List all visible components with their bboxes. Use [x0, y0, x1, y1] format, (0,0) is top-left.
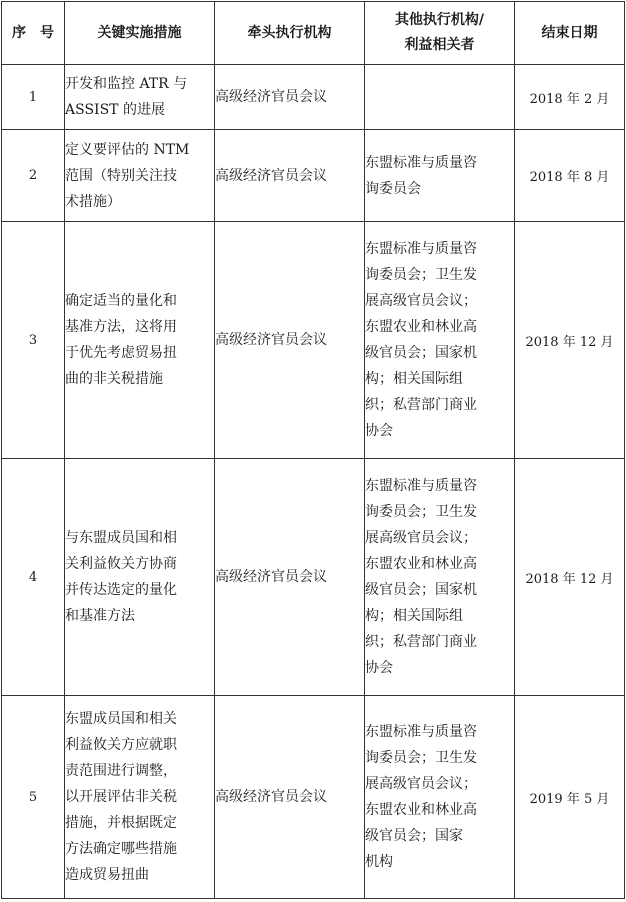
cell-measure — [65, 696, 215, 899]
cell-measure — [65, 65, 215, 130]
other-line: 询委员会 — [365, 180, 421, 197]
cell-other — [365, 696, 515, 899]
header-measure: 关键实施措施 — [65, 2, 215, 65]
measure-line: 以开展评估非关税 — [65, 789, 177, 805]
header-date: 结束日期 — [515, 2, 625, 65]
measure-line: ASSIST 的进展 — [65, 102, 165, 118]
table-row — [2, 65, 625, 130]
cell-date: 2018 年 2 月 — [515, 65, 625, 130]
table-row — [2, 696, 625, 899]
other-line: 询委员会；卫生发 — [365, 267, 477, 283]
cell-date: 2018 年 12 月 — [515, 222, 625, 459]
other-line: 展高级官员会议； — [365, 776, 477, 792]
cell-other — [365, 65, 515, 130]
other-line: 级官员会；国家机 — [365, 345, 477, 361]
measure-line: 关利益攸关方协商 — [65, 556, 177, 572]
cell-no: 3 — [2, 222, 65, 459]
cell-date: 2019 年 5 月 — [515, 696, 625, 899]
measure-line: 和基准方法 — [65, 608, 135, 624]
measure-line: 措施，并根据既定 — [65, 815, 177, 831]
other-line: 东盟农业和林业高 — [365, 319, 477, 335]
table-row — [2, 130, 625, 222]
measure-line: 确定适当的量化和 — [65, 293, 177, 309]
header-other-line1: 其他执行机构/ — [394, 12, 485, 28]
other-line: 展高级官员会议； — [365, 293, 477, 309]
cell-lead: 高级经济官员会议 — [215, 459, 365, 696]
table-row — [2, 222, 625, 459]
measure-line: 基准方法，这将用 — [65, 319, 177, 335]
other-line: 东盟标准与质量咨 — [365, 241, 477, 257]
table-header — [2, 2, 625, 65]
header-other — [365, 2, 515, 65]
measures-table — [1, 1, 625, 899]
table-row — [2, 459, 625, 696]
measure-line: 范围（特别关注技 — [65, 167, 177, 184]
cell-other — [365, 130, 515, 222]
header-no: 序 号 — [2, 2, 65, 65]
cell-date: 2018 年 8 月 — [515, 130, 625, 222]
cell-lead: 高级经济官员会议 — [215, 65, 365, 130]
cell-no: 1 — [2, 65, 65, 130]
measure-line: 利益攸关方应就职 — [65, 737, 177, 753]
cell-measure — [65, 459, 215, 696]
measure-line: 曲的非关税措施 — [65, 371, 163, 387]
other-line: 东盟农业和林业高 — [365, 802, 477, 818]
measure-line: 并传达选定的量化 — [65, 582, 177, 598]
other-line: 东盟农业和林业高 — [365, 556, 477, 572]
other-line: 协会 — [365, 423, 393, 439]
other-line: 展高级官员会议； — [365, 530, 477, 546]
measure-line: 与东盟成员国和相 — [65, 530, 177, 546]
other-line: 构；相关国际组 — [365, 608, 463, 624]
header-other-line2: 利益相关者 — [404, 37, 475, 53]
measure-line: 造成贸易扭曲 — [65, 867, 149, 883]
measure-line: 于优先考虑贸易扭 — [65, 345, 177, 361]
other-line: 机构 — [365, 854, 393, 870]
other-line: 级官员会；国家机 — [365, 582, 477, 598]
measure-line: 东盟成员国和相关 — [65, 711, 177, 727]
measure-line: 责范围进行调整， — [65, 763, 177, 779]
other-line: 东盟标准与质量咨 — [365, 724, 477, 740]
header-row — [2, 2, 625, 65]
cell-other — [365, 222, 515, 459]
measure-line: 定义要评估的 NTM — [65, 141, 190, 158]
other-line: 织；私营部门商业 — [365, 397, 477, 413]
cell-measure — [65, 130, 215, 222]
header-lead: 牵头执行机构 — [215, 2, 365, 65]
other-line: 构；相关国际组 — [365, 371, 463, 387]
cell-no: 5 — [2, 696, 65, 899]
other-line: 东盟标准与质量咨 — [365, 154, 477, 171]
cell-lead: 高级经济官员会议 — [215, 130, 365, 222]
cell-no: 4 — [2, 459, 65, 696]
measure-line: 开发和监控 ATR 与 — [65, 76, 188, 92]
other-line: 织；私营部门商业 — [365, 634, 477, 650]
other-line: 询委员会；卫生发 — [365, 504, 477, 520]
cell-lead: 高级经济官员会议 — [215, 222, 365, 459]
cell-no: 2 — [2, 130, 65, 222]
cell-measure — [65, 222, 215, 459]
cell-lead: 高级经济官员会议 — [215, 696, 365, 899]
other-line: 协会 — [365, 660, 393, 676]
cell-date: 2018 年 12 月 — [515, 459, 625, 696]
other-line: 级官员会；国家 — [365, 828, 463, 844]
cell-other — [365, 459, 515, 696]
measure-line: 术措施） — [65, 193, 121, 210]
table-body — [2, 65, 625, 899]
measure-line: 方法确定哪些措施 — [65, 841, 177, 857]
other-line: 东盟标准与质量咨 — [365, 478, 477, 494]
other-line: 询委员会；卫生发 — [365, 750, 477, 766]
